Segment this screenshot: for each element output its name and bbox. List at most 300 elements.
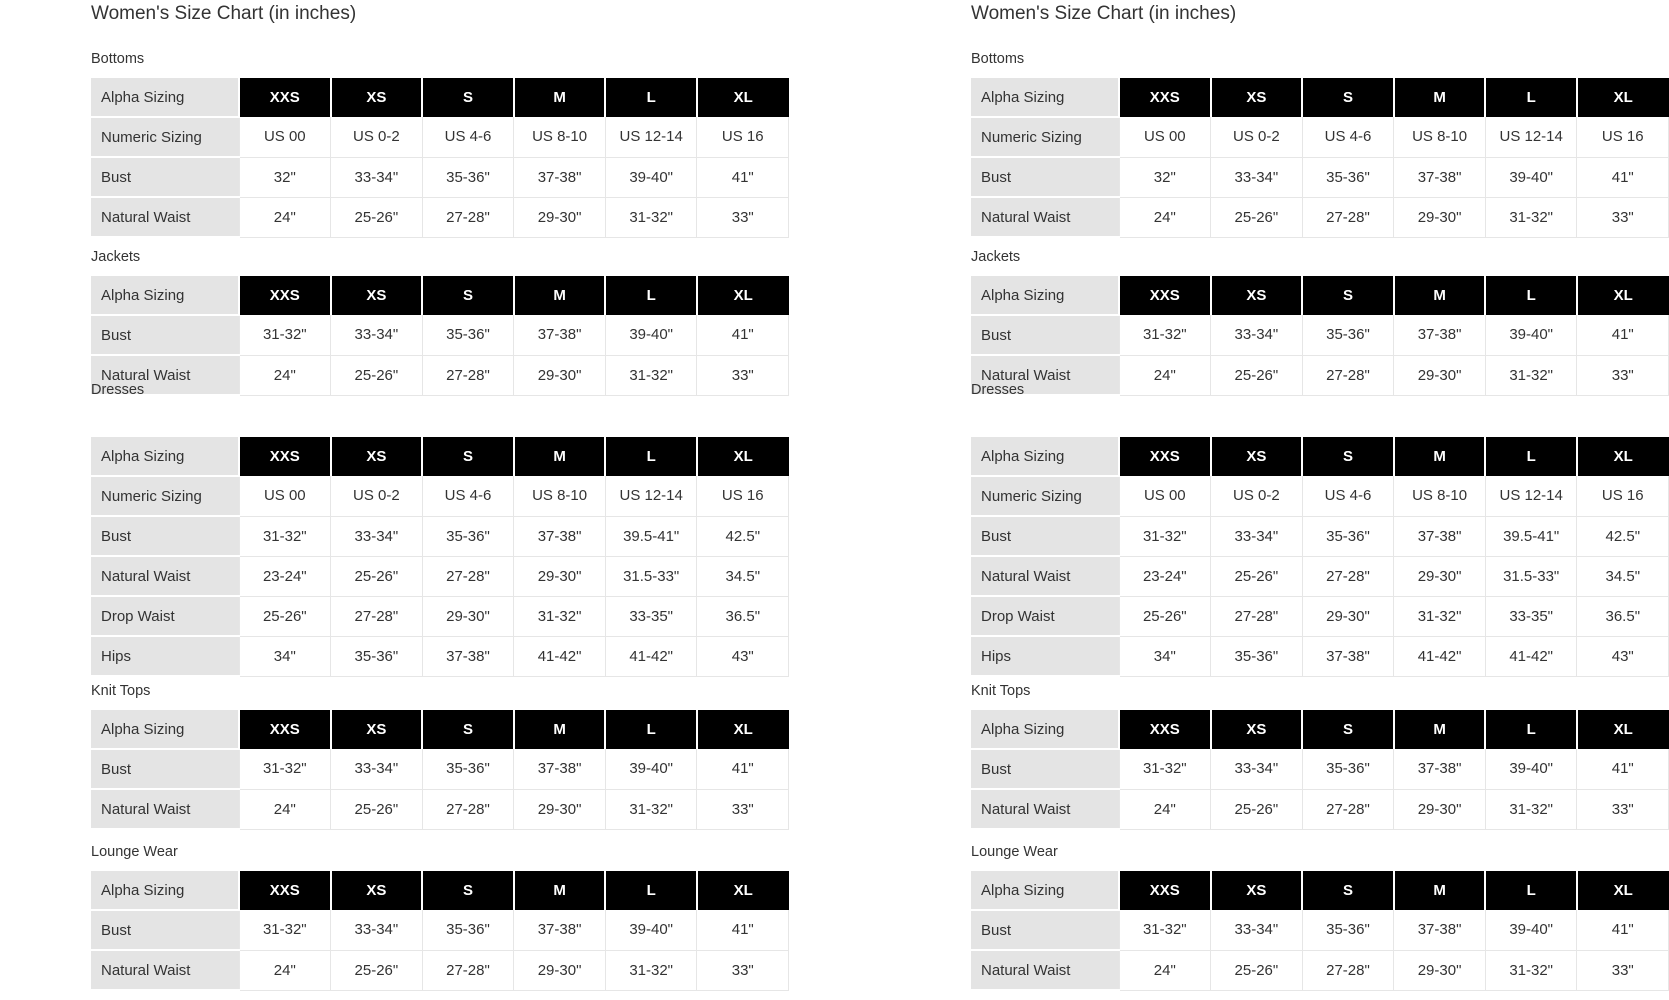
size-header-cell: M [514, 276, 606, 315]
size-header-cell: XS [1211, 710, 1303, 749]
value-cell: 42.5" [697, 516, 789, 556]
row-label: Alpha Sizing [91, 437, 239, 476]
value-cell: US 8-10 [514, 117, 606, 157]
value-cell: 37-38" [1394, 516, 1486, 556]
size-header-cell: S [1302, 871, 1394, 910]
size-table [971, 78, 1669, 238]
size-header-cell: L [1485, 710, 1577, 749]
value-cell: 37-38" [514, 157, 606, 197]
value-cell: 37-38" [514, 315, 606, 355]
value-cell: 31-32" [1119, 516, 1211, 556]
size-header-cell: XL [697, 78, 789, 117]
value-cell: 27-28" [1211, 596, 1303, 636]
size-header-cell: L [1485, 276, 1577, 315]
value-cell: 25-26" [1211, 355, 1303, 395]
value-cell: 43" [1577, 636, 1669, 676]
size-header-cell: XS [331, 437, 423, 476]
value-cell: 33-34" [1211, 910, 1303, 950]
table-row [91, 789, 789, 829]
size-header-cell: XS [1211, 437, 1303, 476]
value-cell: US 16 [697, 117, 789, 157]
row-label: Bust [91, 157, 239, 197]
size-header-cell: L [1485, 437, 1577, 476]
value-cell: 33-34" [1211, 157, 1303, 197]
size-header-cell: L [605, 437, 697, 476]
value-cell: 37-38" [514, 910, 606, 950]
value-cell: 29-30" [514, 197, 606, 237]
value-cell: US 4-6 [1302, 117, 1394, 157]
value-cell: 24" [239, 355, 331, 395]
value-cell: 33-34" [331, 516, 423, 556]
value-cell: US 12-14 [1485, 476, 1577, 516]
value-cell: 29-30" [422, 596, 514, 636]
size-header-cell: S [422, 78, 514, 117]
value-cell: 29-30" [1394, 950, 1486, 990]
value-cell: 39-40" [605, 910, 697, 950]
size-table [91, 276, 789, 396]
size-header-cell: XS [331, 871, 423, 910]
value-cell: 29-30" [1394, 355, 1486, 395]
size-header-cell: L [1485, 871, 1577, 910]
size-header-cell: XL [1577, 437, 1669, 476]
row-label: Drop Waist [91, 596, 239, 636]
value-cell: 35-36" [1302, 910, 1394, 950]
row-label: Bust [971, 315, 1119, 355]
value-cell: 39-40" [605, 157, 697, 197]
value-cell: 33" [697, 950, 789, 990]
value-cell: 31-32" [1485, 197, 1577, 237]
row-label: Alpha Sizing [91, 78, 239, 117]
size-header-cell: XL [697, 276, 789, 315]
row-label: Natural Waist [971, 197, 1119, 237]
size-header-cell: S [1302, 78, 1394, 117]
size-header-cell: M [514, 437, 606, 476]
table-row [91, 315, 789, 355]
size-header-cell: M [1394, 871, 1486, 910]
value-cell: 33-35" [605, 596, 697, 636]
value-cell: US 0-2 [1211, 476, 1303, 516]
value-cell: 33" [697, 789, 789, 829]
size-header-cell: M [1394, 437, 1486, 476]
size-table [971, 710, 1669, 830]
size-header-cell: XL [1577, 276, 1669, 315]
value-cell: 27-28" [422, 355, 514, 395]
size-table [91, 78, 789, 238]
value-cell: 33-34" [1211, 749, 1303, 789]
size-header-cell: XXS [1119, 276, 1211, 315]
value-cell: 24" [1119, 197, 1211, 237]
size-table [971, 276, 1669, 396]
table-row [971, 157, 1669, 197]
size-table [971, 437, 1669, 677]
value-cell: 29-30" [1394, 197, 1486, 237]
size-header-cell: XXS [1119, 710, 1211, 749]
value-cell: 33-34" [331, 315, 423, 355]
value-cell: 35-36" [422, 157, 514, 197]
table-row [971, 789, 1669, 829]
row-label: Alpha Sizing [971, 276, 1119, 315]
value-cell: US 8-10 [514, 476, 606, 516]
table-row [971, 910, 1669, 950]
size-header-cell: M [1394, 78, 1486, 117]
size-header-cell: S [422, 871, 514, 910]
section-heading: Knit Tops [971, 683, 1031, 699]
table-row [91, 596, 789, 636]
value-cell: 35-36" [331, 636, 423, 676]
size-header-cell: XXS [239, 437, 331, 476]
value-cell: 37-38" [422, 636, 514, 676]
size-header-cell: M [514, 78, 606, 117]
value-cell: 27-28" [1302, 950, 1394, 990]
value-cell: 33-34" [1211, 516, 1303, 556]
size-header-cell: M [1394, 276, 1486, 315]
table-row [971, 596, 1669, 636]
value-cell: 25-26" [1211, 197, 1303, 237]
value-cell: 37-38" [514, 749, 606, 789]
value-cell: 37-38" [1394, 157, 1486, 197]
value-cell: US 8-10 [1394, 117, 1486, 157]
value-cell: 31-32" [239, 910, 331, 950]
value-cell: 25-26" [1211, 556, 1303, 596]
row-label: Numeric Sizing [971, 476, 1119, 516]
row-label: Natural Waist [91, 197, 239, 237]
table-row [971, 516, 1669, 556]
table-row [971, 355, 1669, 395]
row-label: Alpha Sizing [971, 871, 1119, 910]
value-cell: 34" [1119, 636, 1211, 676]
value-cell: 33-34" [331, 910, 423, 950]
value-cell: 29-30" [1302, 596, 1394, 636]
value-cell: 31-32" [605, 789, 697, 829]
value-cell: 35-36" [1302, 157, 1394, 197]
value-cell: 35-36" [422, 315, 514, 355]
size-header-cell: M [1394, 710, 1486, 749]
value-cell: 27-28" [1302, 556, 1394, 596]
page-title: Women's Size Chart (in inches) [971, 3, 1237, 24]
row-label: Natural Waist [91, 556, 239, 596]
row-label: Alpha Sizing [91, 276, 239, 315]
value-cell: 31-32" [239, 315, 331, 355]
value-cell: 33-34" [331, 749, 423, 789]
value-cell: 31-32" [1485, 355, 1577, 395]
row-label: Natural Waist [971, 556, 1119, 596]
table-row [971, 636, 1669, 676]
table-row [971, 197, 1669, 237]
size-header-cell: L [605, 710, 697, 749]
size-header-cell: XS [331, 276, 423, 315]
value-cell: 39-40" [1485, 749, 1577, 789]
section-heading: Bottoms [91, 51, 145, 67]
value-cell: 35-36" [1302, 516, 1394, 556]
size-header-cell: XL [697, 710, 789, 749]
size-header-cell: XL [697, 437, 789, 476]
table-row [971, 749, 1669, 789]
value-cell: 36.5" [697, 596, 789, 636]
value-cell: 33" [1577, 950, 1669, 990]
value-cell: US 4-6 [422, 476, 514, 516]
value-cell: 31-32" [605, 950, 697, 990]
size-table [91, 871, 789, 991]
row-label: Natural Waist [91, 789, 239, 829]
value-cell: 25-26" [1211, 950, 1303, 990]
row-label: Bust [91, 749, 239, 789]
value-cell: 29-30" [514, 789, 606, 829]
value-cell: 41" [697, 910, 789, 950]
size-header-cell: XXS [1119, 78, 1211, 117]
value-cell: 33-35" [1485, 596, 1577, 636]
value-cell: 31-32" [514, 596, 606, 636]
value-cell: 37-38" [1302, 636, 1394, 676]
value-cell: 34.5" [697, 556, 789, 596]
value-cell: 41" [697, 157, 789, 197]
row-label: Natural Waist [91, 355, 239, 395]
size-header-cell: XL [697, 871, 789, 910]
value-cell: 39-40" [605, 315, 697, 355]
size-header-cell: XS [1211, 871, 1303, 910]
value-cell: 27-28" [1302, 789, 1394, 829]
value-cell: 41" [1577, 315, 1669, 355]
row-label: Natural Waist [971, 950, 1119, 990]
value-cell: 37-38" [1394, 910, 1486, 950]
value-cell: 31-32" [1485, 789, 1577, 829]
section-heading: Knit Tops [91, 683, 151, 699]
value-cell: 41-42" [1394, 636, 1486, 676]
value-cell: 31-32" [605, 197, 697, 237]
value-cell: 33" [697, 197, 789, 237]
value-cell: 39-40" [605, 749, 697, 789]
value-cell: 35-36" [1302, 749, 1394, 789]
value-cell: 37-38" [1394, 749, 1486, 789]
size-header-cell: XXS [239, 710, 331, 749]
row-label: Hips [91, 636, 239, 676]
size-header-cell: L [605, 276, 697, 315]
table-row [91, 636, 789, 676]
table-row [91, 157, 789, 197]
value-cell: 23-24" [239, 556, 331, 596]
table-row [91, 910, 789, 950]
size-header-cell: XS [1211, 78, 1303, 117]
row-label: Bust [91, 910, 239, 950]
value-cell: US 00 [239, 476, 331, 516]
value-cell: 25-26" [331, 950, 423, 990]
value-cell: 31-32" [239, 516, 331, 556]
section-heading: Lounge Wear [971, 844, 1058, 860]
row-label: Bust [91, 516, 239, 556]
size-header-cell: XS [331, 78, 423, 117]
value-cell: US 16 [1577, 476, 1669, 516]
value-cell: 31-32" [1119, 910, 1211, 950]
value-cell: US 12-14 [1485, 117, 1577, 157]
value-cell: 25-26" [331, 355, 423, 395]
value-cell: US 12-14 [605, 476, 697, 516]
value-cell: 31.5-33" [1485, 556, 1577, 596]
size-table [91, 437, 789, 677]
size-table [971, 871, 1669, 991]
value-cell: US 4-6 [1302, 476, 1394, 516]
value-cell: 31-32" [1485, 950, 1577, 990]
table-row [971, 476, 1669, 516]
value-cell: 39-40" [1485, 910, 1577, 950]
table-row [971, 950, 1669, 990]
value-cell: US 0-2 [331, 476, 423, 516]
value-cell: 41" [1577, 749, 1669, 789]
row-label: Bust [971, 516, 1119, 556]
size-header-cell: M [514, 710, 606, 749]
value-cell: 27-28" [1302, 355, 1394, 395]
header-row [91, 78, 789, 117]
value-cell: 43" [697, 636, 789, 676]
row-label: Drop Waist [971, 596, 1119, 636]
table-row [971, 315, 1669, 355]
size-header-cell: XXS [1119, 871, 1211, 910]
value-cell: 41-42" [1485, 636, 1577, 676]
value-cell: US 16 [697, 476, 789, 516]
table-row [91, 556, 789, 596]
size-header-cell: XXS [239, 276, 331, 315]
row-label: Natural Waist [971, 789, 1119, 829]
value-cell: 41-42" [514, 636, 606, 676]
size-header-cell: L [1485, 78, 1577, 117]
value-cell: 31-32" [605, 355, 697, 395]
row-label: Bust [971, 157, 1119, 197]
section-heading: Bottoms [971, 51, 1025, 67]
value-cell: 29-30" [1394, 556, 1486, 596]
value-cell: 24" [1119, 355, 1211, 395]
value-cell: 24" [239, 197, 331, 237]
value-cell: 39-40" [1485, 157, 1577, 197]
value-cell: 27-28" [331, 596, 423, 636]
row-label: Natural Waist [91, 950, 239, 990]
value-cell: 41" [1577, 910, 1669, 950]
value-cell: 29-30" [514, 950, 606, 990]
value-cell: 41-42" [605, 636, 697, 676]
value-cell: 34.5" [1577, 556, 1669, 596]
value-cell: 27-28" [422, 197, 514, 237]
section-heading: Jackets [971, 249, 1021, 265]
table-row [91, 476, 789, 516]
value-cell: 32" [1119, 157, 1211, 197]
value-cell: US 0-2 [1211, 117, 1303, 157]
value-cell: 25-26" [1211, 789, 1303, 829]
value-cell: 27-28" [422, 556, 514, 596]
header-row [971, 78, 1669, 117]
value-cell: 33" [1577, 355, 1669, 395]
section-heading: Jackets [91, 249, 141, 265]
value-cell: 23-24" [1119, 556, 1211, 596]
header-row [971, 276, 1669, 315]
section-heading: Dresses [91, 382, 145, 398]
row-label: Numeric Sizing [91, 476, 239, 516]
value-cell: 29-30" [514, 556, 606, 596]
value-cell: 35-36" [1302, 315, 1394, 355]
header-row [971, 871, 1669, 910]
row-label: Alpha Sizing [91, 710, 239, 749]
value-cell: 31-32" [239, 749, 331, 789]
size-header-cell: XL [1577, 871, 1669, 910]
size-header-cell: XL [1577, 78, 1669, 117]
row-label: Numeric Sizing [971, 117, 1119, 157]
value-cell: 32" [239, 157, 331, 197]
value-cell: 25-26" [1119, 596, 1211, 636]
value-cell: 34" [239, 636, 331, 676]
row-label: Bust [971, 749, 1119, 789]
header-row [91, 276, 789, 315]
size-header-cell: S [1302, 437, 1394, 476]
value-cell: 25-26" [331, 789, 423, 829]
size-header-cell: S [1302, 276, 1394, 315]
value-cell: US 4-6 [422, 117, 514, 157]
value-cell: 41" [697, 315, 789, 355]
header-row [91, 871, 789, 910]
value-cell: 41" [1577, 157, 1669, 197]
value-cell: 27-28" [422, 789, 514, 829]
value-cell: US 00 [1119, 117, 1211, 157]
table-row [91, 355, 789, 395]
row-label: Natural Waist [971, 355, 1119, 395]
table-row [91, 117, 789, 157]
row-label: Alpha Sizing [971, 78, 1119, 117]
value-cell: 24" [239, 950, 331, 990]
size-header-cell: XXS [1119, 437, 1211, 476]
value-cell: 35-36" [422, 516, 514, 556]
value-cell: US 0-2 [331, 117, 423, 157]
value-cell: 25-26" [239, 596, 331, 636]
value-cell: 25-26" [331, 197, 423, 237]
value-cell: 41" [697, 749, 789, 789]
table-row [971, 556, 1669, 596]
value-cell: 24" [1119, 950, 1211, 990]
value-cell: 33-34" [331, 157, 423, 197]
table-row [91, 197, 789, 237]
size-header-cell: XXS [239, 871, 331, 910]
value-cell: 31.5-33" [605, 556, 697, 596]
value-cell: 36.5" [1577, 596, 1669, 636]
page-title: Women's Size Chart (in inches) [91, 3, 357, 24]
size-header-cell: L [605, 78, 697, 117]
value-cell: 39-40" [1485, 315, 1577, 355]
value-cell: 37-38" [514, 516, 606, 556]
value-cell: US 16 [1577, 117, 1669, 157]
size-header-cell: S [422, 710, 514, 749]
value-cell: 35-36" [1211, 636, 1303, 676]
table-row [91, 749, 789, 789]
header-row [971, 437, 1669, 476]
value-cell: 29-30" [1394, 789, 1486, 829]
value-cell: US 12-14 [605, 117, 697, 157]
value-cell: US 00 [1119, 476, 1211, 516]
value-cell: 39.5-41" [1485, 516, 1577, 556]
header-row [91, 710, 789, 749]
value-cell: US 00 [239, 117, 331, 157]
row-label: Hips [971, 636, 1119, 676]
value-cell: 31-32" [1394, 596, 1486, 636]
value-cell: 35-36" [422, 749, 514, 789]
size-header-cell: L [605, 871, 697, 910]
row-label: Bust [91, 315, 239, 355]
row-label: Numeric Sizing [91, 117, 239, 157]
table-row [91, 516, 789, 556]
value-cell: 31-32" [1119, 315, 1211, 355]
row-label: Alpha Sizing [91, 871, 239, 910]
value-cell: 27-28" [422, 950, 514, 990]
section-heading: Dresses [971, 382, 1025, 398]
value-cell: 33" [1577, 197, 1669, 237]
header-row [971, 710, 1669, 749]
header-row [91, 437, 789, 476]
value-cell: 29-30" [514, 355, 606, 395]
value-cell: 39.5-41" [605, 516, 697, 556]
row-label: Alpha Sizing [971, 710, 1119, 749]
